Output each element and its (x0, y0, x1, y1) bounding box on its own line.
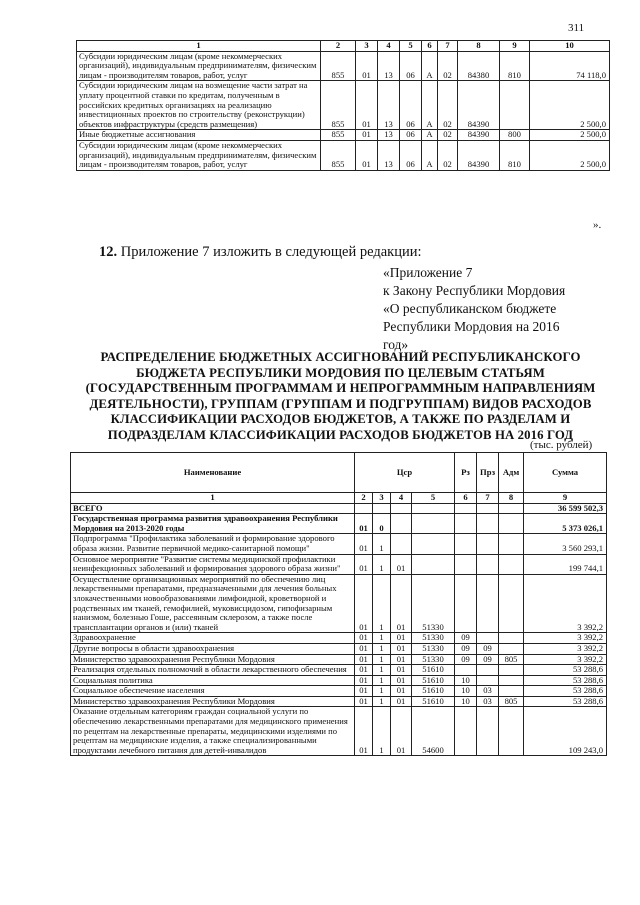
row-cell (477, 503, 499, 514)
budget-allocation-table (70, 452, 607, 756)
header-prz: Прз (477, 453, 499, 493)
row-amount: 2 500,0 (530, 130, 610, 141)
row-cell: 02 (438, 130, 458, 141)
table-row (71, 654, 607, 665)
row-cell: 01 (391, 554, 412, 574)
row-cell (455, 503, 477, 514)
column-number: 7 (477, 493, 499, 504)
row-amount: 3 560 293,1 (524, 534, 607, 554)
row-cell (477, 514, 499, 534)
table-row (71, 675, 607, 686)
column-number: 4 (391, 493, 412, 504)
row-cell: 800 (500, 130, 530, 141)
table-header-row (77, 41, 610, 52)
row-name: Оказание отдельным категориям граждан социальной услуги по обеспечению лекарственными препаратами для медицинского применения по рецептам на лекарственные препараты, медицинскими изделиями по рецептам на медицинские изделия, а также специализированными продуктами лечебного питания для детей-инвалидов (71, 707, 355, 756)
row-cell (477, 574, 499, 633)
row-cell (373, 503, 391, 514)
row-cell: 09 (455, 633, 477, 644)
table-row (77, 81, 610, 130)
closing-quote: ». (593, 219, 602, 231)
row-cell: А (422, 81, 438, 130)
row-cell (477, 665, 499, 676)
budget-table-continuation (76, 40, 610, 171)
row-cell: 09 (455, 654, 477, 665)
row-cell: 855 (321, 140, 356, 170)
table-row (71, 665, 607, 676)
row-cell: 01 (391, 574, 412, 633)
row-cell: 01 (391, 665, 412, 676)
row-cell: 51610 (412, 686, 455, 697)
appendix-line: год» (383, 337, 409, 352)
row-cell (499, 514, 524, 534)
table-row (71, 514, 607, 534)
row-cell (477, 554, 499, 574)
row-cell: 13 (378, 51, 400, 81)
row-cell: 01 (355, 675, 373, 686)
table-row (71, 686, 607, 697)
column-number: 8 (499, 493, 524, 504)
row-cell: 01 (355, 514, 373, 534)
row-cell: 13 (378, 140, 400, 170)
row-cell: А (422, 140, 438, 170)
row-cell: 51330 (412, 633, 455, 644)
table-row (71, 707, 607, 756)
row-name: Министерство здравоохранения Республики Мордовия (71, 696, 355, 707)
row-cell (455, 574, 477, 633)
row-cell (500, 81, 530, 130)
row-amount: 199 744,1 (524, 554, 607, 574)
row-amount: 109 243,0 (524, 707, 607, 756)
row-cell: 51610 (412, 696, 455, 707)
column-number: 4 (378, 41, 400, 52)
row-cell: 01 (391, 643, 412, 654)
row-cell: 810 (500, 51, 530, 81)
table-row (71, 633, 607, 644)
appendix-line: «Приложение 7 (383, 265, 473, 280)
row-cell: 54600 (412, 707, 455, 756)
row-cell (499, 707, 524, 756)
row-cell (477, 675, 499, 686)
column-number: 2 (355, 493, 373, 504)
row-cell (355, 503, 373, 514)
row-name: Субсидии юридическим лицам (кроме некоммерческих организаций), индивидуальным предпринимателям, физическим лицам - производителям товаров, работ, услуг (77, 140, 321, 170)
row-cell: А (422, 51, 438, 81)
row-amount: 3 392,2 (524, 633, 607, 644)
header-adm: Адм (499, 453, 524, 493)
row-cell: 1 (373, 534, 391, 554)
row-cell (477, 707, 499, 756)
row-cell: 01 (356, 140, 378, 170)
row-cell: 01 (355, 633, 373, 644)
column-number: 9 (500, 41, 530, 52)
row-name: Подпрограмма "Профилактика заболеваний и формирование здорового образа жизни. Развитие первичной медико-санитарной помощи" (71, 534, 355, 554)
document-title: РАСПРЕДЕЛЕНИЕ БЮДЖЕТНЫХ АССИГНОВАНИЙ РЕСПУБЛИКАНСКОГО БЮДЖЕТА РЕСПУБЛИКИ МОРДОВИЯ ПО ЦЕЛЕВЫМ СТАТЬЯМ (ГОСУДАРСТВЕННЫМ ПРОГРАММАМ И НЕПРОГРАММНЫМ НАПРАВЛЕНИЯМ ДЕЯТЕЛЬНОСТИ), ГРУППАМ (ГРУППАМ И ПОДГРУППАМ) ВИДОВ РАСХОДОВ КЛАССИФИКАЦИИ РАСХОДОВ БЮДЖЕТОВ, А ТАКЖЕ ПО РАЗДЕЛАМ И ПОДРАЗДЕЛАМ КЛАССИФИКАЦИИ РАСХОДОВ БЮДЖЕТОВ НА 2016 ГОД (85, 350, 596, 442)
row-cell (499, 534, 524, 554)
row-amount: 2 500,0 (530, 140, 610, 170)
row-cell: 09 (477, 643, 499, 654)
appendix-line: Республики Мордовия на 2016 (383, 319, 560, 334)
row-cell: 02 (438, 140, 458, 170)
row-cell: 810 (500, 140, 530, 170)
row-cell: 10 (455, 696, 477, 707)
row-amount: 53 288,6 (524, 675, 607, 686)
row-cell: 01 (355, 665, 373, 676)
row-cell: 01 (356, 81, 378, 130)
row-name: Иные бюджетные ассигнования (77, 130, 321, 141)
row-cell: 01 (355, 554, 373, 574)
column-number: 6 (455, 493, 477, 504)
row-cell: 13 (378, 130, 400, 141)
row-cell (499, 503, 524, 514)
row-amount: 74 118,0 (530, 51, 610, 81)
column-number: 3 (373, 493, 391, 504)
header-rz: Рз (455, 453, 477, 493)
row-cell (499, 574, 524, 633)
row-name: Другие вопросы в области здравоохранения (71, 643, 355, 654)
row-cell: 1 (373, 633, 391, 644)
row-cell: 855 (321, 81, 356, 130)
row-amount: 3 392,2 (524, 654, 607, 665)
row-cell (412, 554, 455, 574)
row-cell (412, 514, 455, 534)
row-cell: 02 (438, 51, 458, 81)
column-number: 10 (530, 41, 610, 52)
row-cell: 01 (391, 696, 412, 707)
row-cell: 02 (438, 81, 458, 130)
amendment-item (99, 244, 422, 261)
row-amount: 3 392,2 (524, 574, 607, 633)
row-cell: 84390 (458, 81, 500, 130)
row-cell (499, 686, 524, 697)
row-amount: 3 392,2 (524, 643, 607, 654)
row-cell: 01 (355, 686, 373, 697)
row-cell: 805 (499, 696, 524, 707)
row-amount: 53 288,6 (524, 696, 607, 707)
column-number: 5 (412, 493, 455, 504)
row-cell: 09 (477, 654, 499, 665)
row-cell (391, 514, 412, 534)
row-cell (455, 554, 477, 574)
page-number: 311 (568, 22, 585, 34)
row-cell: 805 (499, 654, 524, 665)
row-cell: 1 (373, 643, 391, 654)
row-cell: 1 (373, 696, 391, 707)
row-name: Реализация отдельных полномочий в области лекарственного обеспечения (71, 665, 355, 676)
header-sum: Сумма (524, 453, 607, 493)
row-cell: 51330 (412, 654, 455, 665)
table-row (77, 51, 610, 81)
row-name: Основное мероприятие "Развитие системы медицинской профилактики неинфекционных заболеваний и формирования здорового образа жизни" (71, 554, 355, 574)
row-cell: 06 (400, 130, 422, 141)
item-text: Приложение 7 изложить в следующей редакции: (117, 244, 422, 260)
row-cell: 855 (321, 130, 356, 141)
row-cell: 01 (355, 534, 373, 554)
row-name: Осуществление организационных мероприятий по обеспечению лиц лекарственными препаратами, предназначенными для лечения больных злокачественными новообразованиями лимфоидной, кроветворной и родственных им тканей, гемофилией, муковисцидозом, гипофизарным нанизмом, болезнью Гоше, рассеянным склерозом, а также после трансплантации органов и (или) тканей (71, 574, 355, 633)
row-amount: 2 500,0 (530, 81, 610, 130)
row-name: Социальное обеспечение населения (71, 686, 355, 697)
row-cell (412, 534, 455, 554)
row-name: ВСЕГО (71, 503, 355, 514)
row-cell (412, 503, 455, 514)
row-cell (455, 665, 477, 676)
row-cell: 13 (378, 81, 400, 130)
row-cell (477, 633, 499, 644)
row-cell: 03 (477, 696, 499, 707)
row-cell: 84390 (458, 140, 500, 170)
row-cell: 10 (455, 686, 477, 697)
row-cell: 1 (373, 707, 391, 756)
row-cell: 01 (356, 51, 378, 81)
column-number-row (71, 493, 607, 504)
row-cell: 01 (391, 633, 412, 644)
appendix-line: к Закону Республики Мордовия (383, 283, 566, 298)
row-amount: 53 288,6 (524, 665, 607, 676)
row-cell: 01 (391, 675, 412, 686)
row-cell (455, 514, 477, 534)
row-cell: 01 (355, 574, 373, 633)
column-number: 7 (438, 41, 458, 52)
row-cell (499, 633, 524, 644)
row-cell: 0 (373, 514, 391, 534)
header-csr: Цср (355, 453, 455, 493)
row-cell (391, 503, 412, 514)
row-cell: 1 (373, 554, 391, 574)
row-name: Субсидии юридическим лицам (кроме некоммерческих организаций), индивидуальным предпринимателям, физическим лицам - производителям товаров, работ, услуг (77, 51, 321, 81)
row-cell (499, 554, 524, 574)
column-number: 2 (321, 41, 356, 52)
row-cell (499, 675, 524, 686)
table-row (77, 130, 610, 141)
row-cell: 51330 (412, 574, 455, 633)
row-cell: 06 (400, 81, 422, 130)
row-cell: 10 (455, 675, 477, 686)
row-cell: 84380 (458, 51, 500, 81)
row-name: Здравоохранение (71, 633, 355, 644)
row-amount: 36 599 502,3 (524, 503, 607, 514)
row-cell (499, 643, 524, 654)
appendix-reference (383, 264, 565, 354)
row-cell: 01 (355, 643, 373, 654)
table-row (71, 696, 607, 707)
column-number: 5 (400, 41, 422, 52)
row-cell: 01 (391, 654, 412, 665)
row-cell: 1 (373, 675, 391, 686)
row-name: Государственная программа развития здравоохранения Республики Мордовия на 2013-2020 годы (71, 514, 355, 534)
row-cell: 1 (373, 686, 391, 697)
row-cell (455, 707, 477, 756)
table-row (71, 554, 607, 574)
row-cell: 03 (477, 686, 499, 697)
column-number: 1 (77, 41, 321, 52)
column-number: 8 (458, 41, 500, 52)
row-name: Министерство здравоохранения Республики Мордовия (71, 654, 355, 665)
row-amount: 5 373 026,1 (524, 514, 607, 534)
unit-label: (тыс. рублей) (530, 439, 593, 451)
row-cell (477, 534, 499, 554)
column-number: 6 (422, 41, 438, 52)
table-row (71, 534, 607, 554)
row-name: Субсидии юридическим лицам на возмещение части затрат на уплату процентной ставки по кредитам, полученным в российских кредитных организациях на реализацию инвестиционных проектов по строительству (реконструкции) объектов инфраструктуры (средств размещения) (77, 81, 321, 130)
row-cell: 51610 (412, 665, 455, 676)
header-name: Наименование (71, 453, 355, 493)
row-cell: 06 (400, 140, 422, 170)
row-cell: 06 (400, 51, 422, 81)
row-cell: А (422, 130, 438, 141)
table-header-row (71, 453, 607, 493)
appendix-line: «О республиканском бюджете (383, 301, 557, 316)
row-cell: 01 (355, 696, 373, 707)
row-name: Социальная политика (71, 675, 355, 686)
row-cell: 1 (373, 654, 391, 665)
row-amount: 53 288,6 (524, 686, 607, 697)
row-cell: 01 (355, 654, 373, 665)
row-cell: 01 (356, 130, 378, 141)
column-number: 3 (356, 41, 378, 52)
table-row (71, 503, 607, 514)
row-cell: 01 (355, 707, 373, 756)
table-row (71, 574, 607, 633)
row-cell: 09 (455, 643, 477, 654)
table-row (71, 643, 607, 654)
item-number: 12. (99, 244, 118, 260)
row-cell: 01 (391, 686, 412, 697)
column-number: 1 (71, 493, 355, 504)
row-cell (499, 665, 524, 676)
row-cell: 855 (321, 51, 356, 81)
row-cell: 01 (391, 707, 412, 756)
row-cell: 1 (373, 574, 391, 633)
row-cell (455, 534, 477, 554)
row-cell: 1 (373, 665, 391, 676)
row-cell (391, 534, 412, 554)
row-cell: 51610 (412, 675, 455, 686)
row-cell: 51330 (412, 643, 455, 654)
column-number: 9 (524, 493, 607, 504)
table-row (77, 140, 610, 170)
row-cell: 84390 (458, 130, 500, 141)
